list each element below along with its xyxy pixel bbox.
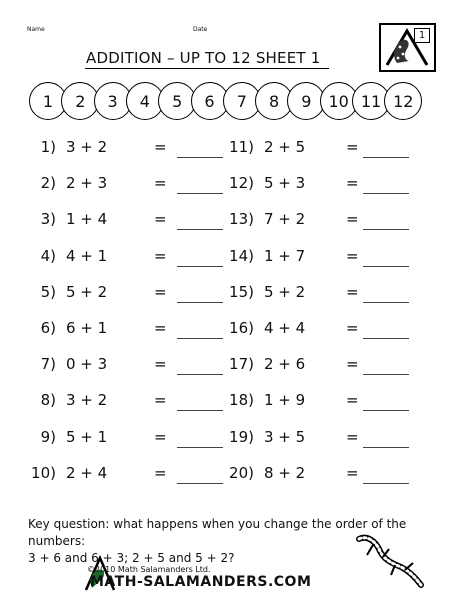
question-row (216, 138, 305, 156)
question-row (216, 319, 305, 337)
question-number: 4) (40, 246, 56, 265)
number-circle: 3 (94, 82, 132, 120)
question-expression: 8 + 2 (264, 463, 306, 482)
answer-blank[interactable] (363, 193, 409, 194)
equals-sign: = (346, 282, 359, 301)
name-label: Name (27, 26, 45, 33)
answer-blank[interactable] (177, 302, 223, 303)
equals-sign: = (346, 246, 359, 265)
question-expression: 7 + 2 (264, 210, 306, 229)
brand-name: MATH-SALAMANDERS.COM (90, 574, 312, 590)
question-row (216, 428, 305, 446)
question-row (18, 174, 107, 192)
equals-sign: = (346, 138, 359, 156)
question-row (18, 319, 107, 337)
answer-blank[interactable] (363, 302, 409, 303)
equals-sign: = (346, 463, 359, 482)
number-circle: 2 (61, 82, 99, 120)
question-number: 15) (229, 282, 254, 301)
equals-sign: = (346, 319, 359, 337)
equals-sign: = (154, 463, 167, 482)
question-expression: 2 + 3 (66, 174, 108, 193)
question-row (18, 283, 107, 301)
question-number: 7) (40, 355, 56, 374)
number-circle: 5 (158, 82, 196, 120)
equals-sign: = (154, 427, 167, 446)
answer-blank[interactable] (177, 447, 223, 448)
equals-sign: = (346, 174, 359, 193)
answer-blank[interactable] (363, 338, 409, 339)
answer-blank[interactable] (363, 229, 409, 230)
question-number: 3) (40, 210, 56, 229)
key-question-line-2: 3 + 6 and 6 + 3; 2 + 5 and 5 + 2? (28, 551, 235, 565)
equals-sign: = (346, 210, 359, 229)
answer-blank[interactable] (177, 483, 223, 484)
question-number: 16) (229, 319, 254, 337)
question-expression: 1 + 4 (66, 210, 108, 229)
equals-sign: = (346, 427, 359, 446)
number-circle: 11 (352, 82, 390, 120)
question-expression: 5 + 2 (264, 282, 306, 301)
question-number: 11) (229, 138, 254, 156)
question-expression: 5 + 3 (264, 174, 306, 193)
question-expression: 2 + 5 (264, 138, 306, 156)
equals-sign: = (154, 246, 167, 265)
question-number: 6) (40, 319, 56, 337)
question-number: 9) (40, 427, 56, 446)
question-row (18, 391, 107, 409)
question-expression: 4 + 1 (66, 246, 108, 265)
question-expression: 0 + 3 (66, 355, 108, 374)
salamander-logo (379, 23, 436, 72)
question-number: 18) (229, 391, 254, 410)
copyright-text: ©2010 Math Salamanders Ltd. (87, 565, 211, 574)
question-row (18, 138, 107, 156)
number-circle: 8 (255, 82, 293, 120)
page-title: ADDITION – UP TO 12 SHEET 1 (86, 49, 321, 67)
equals-sign: = (154, 319, 167, 337)
question-expression: 3 + 5 (264, 427, 306, 446)
question-number: 17) (229, 355, 254, 374)
question-row (216, 174, 305, 192)
number-circle: 9 (287, 82, 325, 120)
question-row (18, 464, 107, 482)
question-expression: 3 + 2 (66, 138, 108, 156)
question-number: 20) (229, 463, 254, 482)
salamander-illustration (353, 533, 425, 590)
badge-number: 1 (414, 28, 430, 43)
number-circle: 1 (29, 82, 67, 120)
answer-blank[interactable] (363, 157, 409, 158)
equals-sign: = (154, 355, 167, 374)
question-number: 14) (229, 246, 254, 265)
question-number: 19) (229, 427, 254, 446)
question-number: 5) (40, 282, 56, 301)
answer-blank[interactable] (363, 374, 409, 375)
question-number: 1) (40, 138, 56, 156)
question-expression: 2 + 4 (66, 463, 108, 482)
equals-sign: = (346, 391, 359, 410)
number-circle: 10 (320, 82, 358, 120)
answer-blank[interactable] (363, 483, 409, 484)
question-row (216, 464, 305, 482)
answer-blank[interactable] (177, 374, 223, 375)
question-expression: 6 + 1 (66, 319, 108, 337)
question-row (216, 391, 305, 409)
question-expression: 3 + 2 (66, 391, 108, 410)
question-row (18, 428, 107, 446)
equals-sign: = (154, 174, 167, 193)
answer-blank[interactable] (177, 410, 223, 411)
number-line (27, 82, 439, 122)
question-row (216, 210, 305, 228)
number-circle: 4 (126, 82, 164, 120)
answer-blank[interactable] (177, 157, 223, 158)
title-underline (85, 68, 329, 69)
number-circle: 7 (223, 82, 261, 120)
question-expression: 4 + 4 (264, 319, 306, 337)
question-row (216, 283, 305, 301)
date-label: Date (193, 26, 208, 33)
question-row (18, 355, 107, 373)
question-number: 10) (31, 463, 56, 482)
question-row (216, 355, 305, 373)
question-row (216, 247, 305, 265)
equals-sign: = (154, 282, 167, 301)
question-expression: 2 + 6 (264, 355, 306, 374)
question-number: 8) (40, 391, 56, 410)
equals-sign: = (346, 355, 359, 374)
question-number: 12) (229, 174, 254, 193)
question-number: 2) (40, 174, 56, 193)
question-row (18, 247, 107, 265)
question-expression: 1 + 7 (264, 246, 306, 265)
key-question-line-1: Key question: what happens when you change the order of the numbers: (28, 517, 407, 548)
answer-blank[interactable] (177, 266, 223, 267)
question-number: 13) (229, 210, 254, 229)
answer-blank[interactable] (177, 338, 223, 339)
equals-sign: = (154, 210, 167, 229)
question-row (18, 210, 107, 228)
question-expression: 5 + 2 (66, 282, 108, 301)
number-circle: 12 (384, 82, 422, 120)
answer-blank[interactable] (177, 229, 223, 230)
answer-blank[interactable] (363, 266, 409, 267)
question-expression: 1 + 9 (264, 391, 306, 410)
equals-sign: = (154, 138, 167, 156)
answer-blank[interactable] (177, 193, 223, 194)
equals-sign: = (154, 391, 167, 410)
number-circle: 6 (191, 82, 229, 120)
question-expression: 5 + 1 (66, 427, 108, 446)
answer-blank[interactable] (363, 410, 409, 411)
answer-blank[interactable] (363, 447, 409, 448)
